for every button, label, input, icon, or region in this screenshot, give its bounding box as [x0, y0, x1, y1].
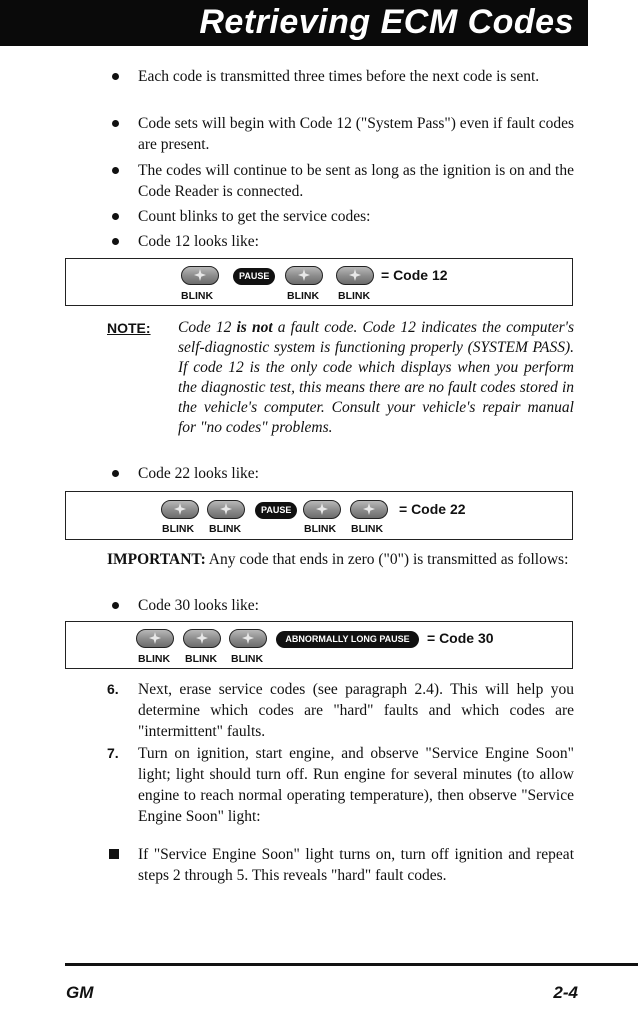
blink-label: BLINK: [185, 653, 218, 665]
lamp-icon: [161, 500, 199, 519]
note-text: Code 12: [178, 319, 237, 336]
lamp-icon: [229, 629, 267, 648]
step-number: 7.: [107, 745, 119, 761]
bullet-dot: [112, 602, 119, 609]
lamp-icon: [350, 500, 388, 519]
code-result: = Code 30: [427, 630, 494, 646]
bullet-text: Count blinks to get the service codes:: [138, 208, 371, 225]
note-emphasis: is not: [236, 319, 273, 336]
long-pause-badge: ABNORMALLY LONG PAUSE: [276, 631, 419, 648]
blink-label: BLINK: [304, 523, 337, 535]
bullet-text: Code 30 looks like:: [138, 597, 259, 614]
code-result: = Code 22: [399, 501, 466, 517]
code12-diagram: [65, 258, 573, 306]
blink-label: BLINK: [338, 290, 371, 302]
pause-badge: PAUSE: [233, 268, 275, 285]
blink-label: BLINK: [209, 523, 242, 535]
step-number: 6.: [107, 681, 119, 697]
code-result: = Code 12: [381, 267, 448, 283]
blink-label: BLINK: [181, 290, 214, 302]
code30-diagram: [65, 621, 573, 669]
square-bullet: [109, 849, 119, 859]
blink-label: BLINK: [351, 523, 384, 535]
lamp-icon: [183, 629, 221, 648]
bullet-dot: [112, 167, 119, 174]
blink-label: BLINK: [231, 653, 264, 665]
bullet-dot: [112, 120, 119, 127]
header-bar: [0, 0, 588, 46]
code22-diagram: [65, 491, 573, 540]
blink-label: BLINK: [162, 523, 195, 535]
important-paragraph: [107, 549, 574, 570]
bullet-text: Code sets will begin with Code 12 ("System Pass") even if fault codes are present.: [138, 115, 574, 153]
page-number: 2-4: [553, 983, 578, 1002]
bullet-dot: [112, 238, 119, 245]
bullet-dot: [112, 73, 119, 80]
blink-label: BLINK: [287, 290, 320, 302]
blink-label: BLINK: [138, 653, 171, 665]
important-label: IMPORTANT:: [107, 551, 206, 568]
important-text: Any code that ends in zero ("0") is transmitted as follows:: [205, 551, 569, 568]
lamp-icon: [303, 500, 341, 519]
lamp-icon: [336, 266, 374, 285]
lamp-icon: [285, 266, 323, 285]
square-item-text: If "Service Engine Soon" light turns on, turn off ignition and repeat steps 2 through 5. This reveals "hard" fault codes.: [138, 846, 574, 884]
bullet-text: Each code is transmitted three times before the next code is sent.: [138, 68, 540, 85]
page-title: Retrieving ECM Codes: [199, 3, 574, 41]
bullet-dot: [112, 470, 119, 477]
footer-section: GM: [66, 983, 94, 1002]
step-text: Turn on ignition, start engine, and observe "Service Engine Soon" light; light should turn off. Run engine for several minutes (to allow engine to reach normal operating temperature), then observe "Service Engine Soon" light:: [138, 745, 574, 825]
step-text: Next, erase service codes (see paragraph 2.4). This will help you determine which codes are "hard" faults and which codes are "intermittent" faults.: [138, 681, 574, 740]
pause-badge: PAUSE: [255, 502, 297, 519]
footer-rule: [65, 963, 638, 966]
bullet-dot: [112, 213, 119, 220]
lamp-icon: [181, 266, 219, 285]
lamp-icon: [136, 629, 174, 648]
lamp-icon: [207, 500, 245, 519]
note-label: NOTE:: [107, 320, 151, 336]
note-body: [178, 318, 574, 438]
bullet-text: Code 12 looks like:: [138, 233, 259, 250]
bullet-text: The codes will continue to be sent as long as the ignition is on and the Code Reader is connected.: [138, 162, 574, 200]
note-text: a fault code. Code 12 indicates the computer's self-diagnostic system is functioning properly (SYSTEM PASS). If code 12 is the only code which displays when you perform the diagnostic test, this means there are no fault codes stored in the vehicle's computer. Consult your vehicle's repair manual for "no codes" problems.: [178, 319, 575, 436]
bullet-text: Code 22 looks like:: [138, 465, 259, 482]
